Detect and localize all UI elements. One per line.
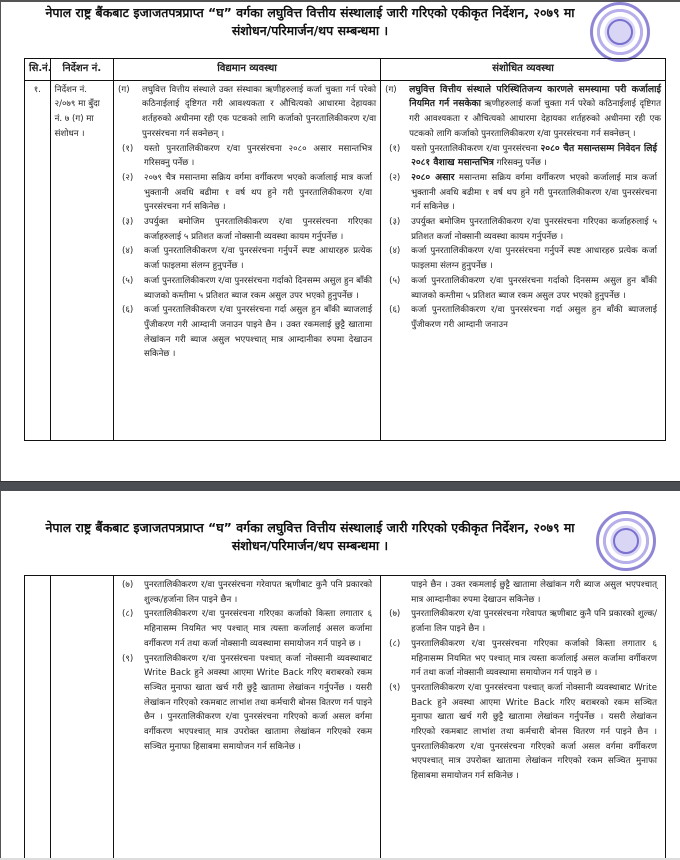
clause-main (385, 83, 661, 142)
item-label: (५) (389, 275, 401, 286)
clause-item (116, 142, 376, 171)
table-row (25, 576, 666, 860)
item-text: यस्तो पुनरतालिकीकरण र/वा पुनरसंरचना (411, 143, 541, 154)
item-text: कर्जा पुनरतालिकीकरण र/वा पुनरसंरचना गर्दाको दिनसम्म असुल हुन बाँकी ब्याजको कम्तीमा ५ प्रतिशत ब्याज रकम असुल उपर भएको हुनुपर्नेछ । (144, 275, 373, 301)
item-text: २०७९ चैत्र मसान्तमा सक्रिय वर्गमा वर्गीकरण भएको कर्जालाई मात्र कर्जा भुक्तानी अवधि बढीमा १ वर्ष थप हुने गरी पुनरतालिकीकरण र/वा पुनरसंरचना गर्न सकिनेछ । (144, 172, 373, 213)
clause-main (118, 83, 376, 142)
item-text: पुनरतालिकीकरण र/वा पुनरसंरचना गरिएका कर्जाको किस्ता लगातार ६ महिनासम्म नियमित भए पश्चात् मात्र त्यस्ता कर्जालाई असल कर्जामा वर्गीकरण गर्न तथा कर्जा नोक्सानी व्यवस्थामा समायोजन गर्न पाइने छ । (411, 638, 657, 679)
bank-seal-icon (590, 2, 650, 62)
clause-item (383, 274, 661, 303)
item-label: (२) (389, 172, 401, 183)
item-text: यस्तो पुनरतालिकीकरण र/वा पुनरसंरचना २०८० असार मसान्तभित्र गरिसक्नु पर्नेछ । (144, 143, 373, 169)
clause-item (116, 244, 376, 273)
document-title (40, 4, 580, 40)
item-label: (३) (389, 217, 401, 228)
clause-text: लघुवित्त वित्तीय संस्थाले उक्त संस्थाका ऋणीहरुलाई कर्जा चुक्ता गर्न परेको कठिनाईलाई दृष्टिगत गरी आवश्यकता र औचित्यको आधारमा देहायका शर्तहरुको अधीनमा रही एक पटकको लागि कर्जाको पुनरतालिकीकरण र/वा पुनरसंरचना गर्न सक्नेछन् । (142, 84, 377, 139)
item-label: (३) (122, 217, 134, 228)
directive-ref: निर्देशन नं. २/०७९ मा बुँदा नं. ७ (ग) मा संशोधन । (50, 80, 113, 440)
bank-seal-icon (596, 511, 656, 571)
item-text: मसान्तमा सक्रिय वर्गमा वर्गीकरण भएको कर्जालाई मात्र कर्जा भुक्तानी अवधि बढीमा १ वर्ष थप हुने गरी पुनरतालिकीकरण र/वा पुनरसंरचना गर्न सकिनेछ । (411, 172, 657, 213)
header-existing: विद्यमान व्यवस्था (114, 59, 381, 81)
item-label: (६) (122, 305, 134, 316)
item-label: (८) (389, 638, 401, 649)
item-label: (७) (389, 609, 401, 620)
item-label: (९) (122, 653, 134, 664)
clause-item (383, 607, 661, 636)
directive-ref (50, 576, 113, 860)
table-row (25, 80, 666, 440)
item-text: पुनरतालिकीकरण र/वा पुनरसंरचना गरिएका कर्जाको किस्ता लगातार ६ महिनासम्म नियमित भए पश्चात् मात्र त्यस्ता कर्जालाई असल कर्जामा वर्गीकरण गर्न तथा कर्जा नोक्सानी व्यवस्थामा समायोजन गर्न पाइने छ । (144, 609, 373, 649)
clause-item (383, 215, 661, 244)
clause-item (116, 171, 376, 215)
clause-item (383, 637, 661, 681)
item-label: (२) (122, 172, 134, 183)
clause-label: (ग) (385, 84, 397, 95)
header-revised: संशोधित व्यवस्था (381, 59, 666, 81)
clause-item (383, 681, 661, 784)
table-header-row (25, 59, 666, 81)
serial-number (25, 576, 51, 860)
item-label: (८) (122, 609, 134, 620)
title-line-2: संशोधन/परिमार्जन/थप सम्बन्धमा । (231, 538, 389, 553)
item-text: पाइने छैन । उक्त रकमलाई छुट्टै खातामा लेखांकन गरी ब्याज असुल भएपश्चात् मात्र आम्दानीका रुपमा देखाउन सकिनेछ । (411, 580, 657, 605)
item-label: (४) (389, 246, 401, 257)
clause-continuation (383, 578, 661, 607)
item-text: कर्जा पुनरतालिकीकरण र/वा पुनरसंरचना गर्दा असुल हुन बाँकी ब्याजलाई पुँजीकरण गरी आम्दानी जनाउन पाइने छैन । उक्त रकमलाई छुट्टै खातामा लेखांकन गरी ब्याज असुल भएपश्चात् मात्र आम्दानीका रुपमा देखाउन सकिनेछ । (144, 305, 373, 360)
clause-label: (ग) (118, 84, 130, 95)
clause-item (116, 303, 376, 362)
page-edge (0, 2, 1, 481)
item-bold-text: २०८० असार (411, 171, 455, 183)
title-line-2: संशोधन/परिमार्जन/थप सम्बन्धमा । (231, 23, 389, 38)
item-text: पुनरतालिकीकरण र/वा पुनरसंरचना पश्चात् कर्जा नोक्सानी व्यवस्थाबाट Write Back हुने अवस्था आएमा Write Back गरिए बराबरको रकम सञ्चित मुनाफा खाता खर्च गरी छुट्टै खातामा लेखांकन गर्नुपर्नेछ । यसरी लेखांकन गरिएको रकमबाट लाभांश तथा कर्मचारी बोनस वितरण गर्न पाइने छैन । पुनरतालिकीकरण र/वा पुनरसंरचना गरिएको कर्जा असल वर्गमा वर्गीकरण भएपश्चात् मात्र उपरोक्त खातामा लेखांकन गरिएको रकम सञ्चित मुनाफा हिसाबमा समायोजन गर्न सकिनेछ । (144, 653, 373, 752)
item-text: पुनरतालिकीकरण र/वा पुनरसंरचना गरेवापत ऋणीबाट कुनै पनि प्रकारको शुल्क/हर्जाना लिन पाइने छैन । (411, 609, 657, 635)
item-text: कर्जा पुनरतालिकीकरण र/वा पुनरसंरचना गर्दा असुल हुन बाँकी ब्याजलाई पुँजीकरण गरी आम्दानी जनाउन (411, 305, 657, 330)
clause-item (116, 607, 376, 651)
header-directive: निर्देशन नं. (50, 59, 113, 81)
item-label: (५) (122, 275, 134, 286)
comparison-table (24, 58, 666, 441)
document-page-2 (0, 491, 680, 860)
clause-item (116, 652, 376, 755)
item-text: कर्जा पुनरतालिकीकरण र/वा पुनरसंरचना गर्नुपर्ने स्पष्ट आधारहरु प्रत्येक कर्जा फाइलमा संलग्न हुनुपर्नेछ । (411, 246, 657, 272)
item-label: (१) (122, 143, 134, 154)
comparison-table-continued (24, 575, 666, 860)
clause-item (116, 274, 376, 303)
item-bold-text: २०८० चैत मसान्तसम्म निवेदन लिई २०८१ वैशाख मसान्तभित्र (411, 142, 657, 169)
clause-item (116, 578, 376, 607)
clause-bold-text: लघुवित्त वित्तीय संस्थाले परिस्थितिजन्य कारणले समस्यामा परी कर्जालाई नियमित गर्न नसकेका (409, 83, 661, 110)
existing-provision (114, 576, 381, 860)
clause-text: ऋणीहरुलाई कर्जा चुक्ता गर्न परेको कठिनाईलाई दृष्टिगत गरी आवश्यकता र औचित्यको आधारमा देहायका शर्तहरुको अधीनमा रही एक पटकको लागि कर्जाको पुनरतालिकीकरण र/वा पुनरसंरचना गर्न सक्नेछन् । (409, 99, 662, 139)
item-text: पुनरतालिकीकरण र/वा पुनरसंरचना पश्चात् कर्जा नोक्सानी व्यवस्थाबाट Write Back हुने अवस्था आएमा Write Back गरिए बराबरको रकम सञ्चित मुनाफा खाता खर्च गरी छुट्टै खातामा लेखांकन गर्नुपर्नेछ । यसरी लेखांकन गरिएको रकमबाट लाभांश तथा कर्मचारी बोनस वितरण गर्न पाइने छैन । पुनरतालिकीकरण र/वा पुनरसंरचना गरिएको कर्जा असल वर्गमा वर्गीकरण भएपश्चात् मात्र उपरोक्त खातामा लेखांकन गरिएको रकम सञ्चित मुनाफा हिसाबमा समायोजन गर्न सकिनेछ । (411, 682, 657, 782)
document-title (40, 519, 580, 555)
header-serial: सि.नं. (25, 59, 51, 81)
item-label: (९) (389, 682, 401, 693)
page-edge (0, 491, 1, 860)
item-text: कर्जा पुनरतालिकीकरण र/वा पुनरसंरचना गर्दाको दिनसम्म असुल हुन बाँकी ब्याजको कम्तीमा ५ प्रतिशत ब्याज रकम असुल उपर भएको हुनुपर्नेछ । (411, 275, 657, 301)
item-label: (७) (122, 580, 134, 590)
serial-number: १. (25, 80, 51, 440)
item-text: उपर्युक्त बमोजिम पुनरतालिकीकरण र/वा पुनरसंरचना गरिएका कर्जाहरुलाई ५ प्रतिशत कर्जा नोक्सानी व्यवस्था कायम गर्नुपर्नेछ । (144, 217, 373, 242)
clause-item (383, 171, 661, 215)
item-text: कर्जा पुनरतालिकीकरण र/वा पुनरसंरचना गर्नुपर्ने स्पष्ट आधारहरु प्रत्येक कर्जा फाइलमा संलग्न हुनुपर्नेछ । (144, 246, 373, 272)
title-line-1: नेपाल राष्ट्र बैंकबाट इजाजतपत्रप्राप्त “घ” वर्गका लघुवित्त वित्तीय संस्थालाई जारी गरिएको एकीकृत निर्देशन, २०७९ मा (45, 520, 575, 535)
clause-item (383, 303, 661, 332)
clause-item (383, 244, 661, 273)
item-label: (१) (389, 143, 401, 154)
clause-item (383, 142, 661, 171)
item-text: गरिसक्नु पर्नेछ । (493, 158, 547, 169)
revised-provision (381, 80, 666, 440)
existing-provision (114, 80, 381, 440)
item-text: उपर्युक्त बमोजिम पुनरतालिकीकरण र/वा पुनरसंरचना गरिएका कर्जाहरुलाई ५ प्रतिशत कर्जा नोक्सानी व्यवस्था कायम गर्नुपर्नेछ । (411, 217, 657, 242)
item-label: (४) (122, 246, 134, 257)
clause-item (116, 215, 376, 244)
title-line-1: नेपाल राष्ट्र बैंकबाट इजाजतपत्रप्राप्त “घ” वर्गका लघुवित्त वित्तीय संस्थालाई जारी गरिएको एकीकृत निर्देशन, २०७९ मा (45, 5, 575, 20)
item-label: (६) (389, 305, 401, 316)
revised-provision (381, 576, 666, 860)
item-text: पुनरतालिकीकरण र/वा पुनरसंरचना गरेवापत ऋणीबाट कुनै पनि प्रकारको शुल्क/हर्जाना लिन पाइने छैन । (144, 580, 373, 605)
